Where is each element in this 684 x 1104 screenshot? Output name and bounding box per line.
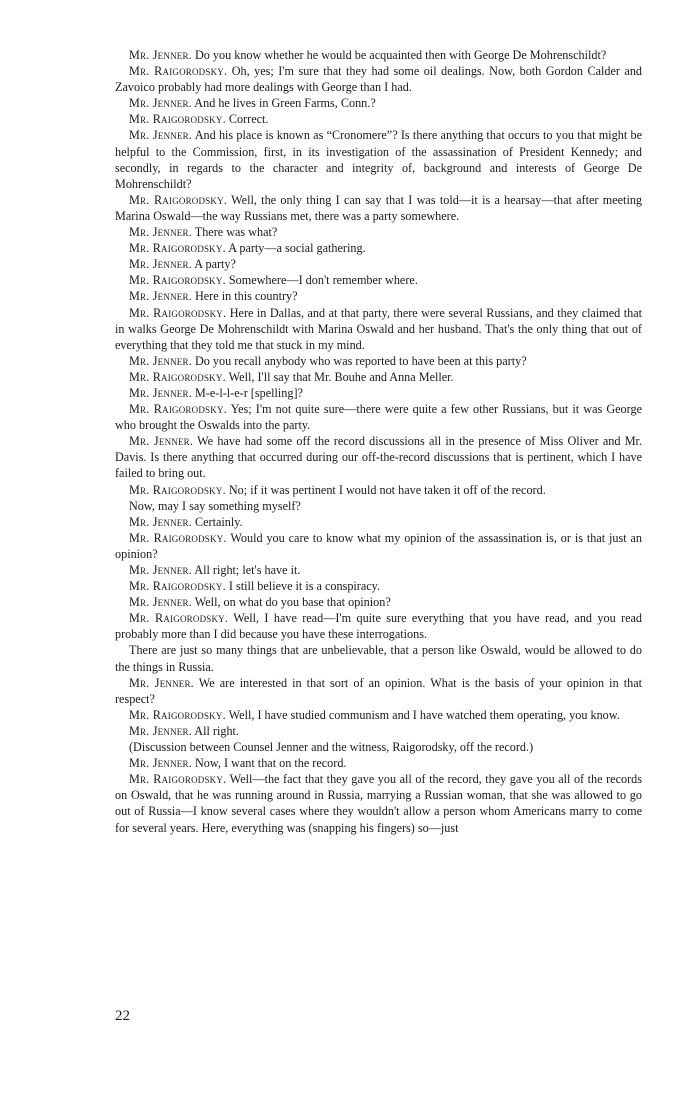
speaker-label: Mr. Jenner. xyxy=(129,723,192,738)
paragraph-text: And he lives in Green Farms, Conn.? xyxy=(194,96,376,111)
paragraph xyxy=(115,739,642,755)
speaker-label: Mr. Jenner. xyxy=(129,257,192,272)
speaker-label: Mr. Raigorodsky. xyxy=(129,579,226,594)
paragraph xyxy=(115,111,642,127)
speaker-label: Mr. Raigorodsky. xyxy=(129,273,226,288)
paragraph xyxy=(115,305,642,353)
speaker-label: Mr. Raigorodsky. xyxy=(129,611,229,626)
paragraph xyxy=(115,530,642,562)
speaker-label: Mr. Raigorodsky. xyxy=(129,241,226,256)
paragraph-text: Here in this country? xyxy=(194,289,298,304)
page-number: 22 xyxy=(115,1008,130,1024)
paragraph xyxy=(115,192,642,224)
speaker-label: Mr. Jenner. xyxy=(129,595,192,610)
paragraph-text: Do you know whether he would be acquainted then with George De Mohrenschildt? xyxy=(194,48,607,62)
speaker-label: Mr. Raigorodsky. xyxy=(129,112,226,127)
paragraph xyxy=(115,95,642,111)
paragraph-text: Well, I have read—I'm quite sure everything that you have read, and you read probably more than I did because you have these interrogations. xyxy=(115,611,643,642)
speaker-label: Mr. Jenner. xyxy=(129,96,192,111)
paragraph xyxy=(115,47,642,63)
speaker-label: Mr. Raigorodsky. xyxy=(129,530,227,545)
paragraph-text: Well, on what do you base that opinion? xyxy=(194,595,391,610)
speaker-label: Mr. Jenner. xyxy=(129,385,192,400)
paragraph-text: Well, I'll say that Mr. Bouhe and Anna Meller. xyxy=(228,369,454,384)
paragraph xyxy=(115,288,642,304)
paragraph xyxy=(115,256,642,272)
paragraph-text: No; if it was pertinent I would not have taken it off of the record. xyxy=(228,482,546,497)
paragraph-text: Oh, yes; I'm sure that they had some oil dealings. Now, both Gordon Calder and Zavoico probably had more dealings with George than I had. xyxy=(115,64,643,95)
speaker-label: Mr. Raigorodsky. xyxy=(129,772,227,787)
paragraph xyxy=(115,562,642,578)
paragraph xyxy=(115,723,642,739)
paragraph xyxy=(115,433,642,481)
paragraph xyxy=(115,127,642,191)
paragraph-text: Now, I want that on the record. xyxy=(194,756,347,771)
paragraph xyxy=(115,385,642,401)
paragraph-text: All right. xyxy=(194,723,239,738)
paragraph-text: Yes; I'm not quite sure—there were quite a few other Russians, but it was George who brought the Oswalds into the party. xyxy=(115,402,642,433)
speaker-label: Mr. Jenner. xyxy=(129,225,192,240)
speaker-label: Mr. Jenner. xyxy=(129,514,192,529)
paragraph-text: Correct. xyxy=(228,112,269,127)
paragraph xyxy=(115,272,642,288)
speaker-label: Mr. Jenner. xyxy=(129,563,192,577)
paragraph-text: We are interested in that sort of an opinion. What is the basis of your opinion in that respect? xyxy=(115,675,642,706)
paragraph xyxy=(115,578,642,594)
speaker-label: Mr. Jenner. xyxy=(129,756,192,771)
speaker-label: Mr. Jenner. xyxy=(129,48,192,62)
paragraph xyxy=(115,353,642,369)
paragraph xyxy=(115,771,642,835)
paragraph-text: Somewhere—I don't remember where. xyxy=(228,273,418,288)
speaker-label: Mr. Jenner. xyxy=(129,128,193,143)
paragraph-text: Well, I have studied communism and I have watched them operating, you know. xyxy=(228,707,620,722)
speaker-label: Mr. Raigorodsky. xyxy=(129,64,228,79)
paragraph xyxy=(115,707,642,723)
paragraph xyxy=(115,369,642,385)
speaker-label: Mr. Raigorodsky. xyxy=(129,707,226,722)
paragraph xyxy=(115,63,642,95)
paragraph xyxy=(115,482,642,498)
paragraph xyxy=(115,401,642,433)
paragraph-text: There are just so many things that are unbelievable, that a person like Oswald, would be allowed to do the things in Russia. xyxy=(115,643,642,674)
paragraph-text: We have had some off the record discussions all in the presence of Miss Oliver and Mr. Davis. Is there anything that occurred during our off-the-record discussions that is pertinent, which I have failed to bring out. xyxy=(115,434,642,481)
speaker-label: Mr. Raigorodsky. xyxy=(129,402,227,417)
paragraph-text: Certainly. xyxy=(194,514,243,529)
paragraph xyxy=(115,675,642,707)
paragraph-text: Here in Dallas, and at that party, there were several Russians, and they claimed that in walks George De Mohrenschildt with Marina Oswald and her husband. That's the only thing that out of everything that they told me that stuck in my mind. xyxy=(115,305,643,352)
paragraph-text: Well—the fact that they gave you all of the record, they gave you all of the records on Oswald, that he was running around in Russia, marrying a Russian woman, that she was allowed to go out of Russia—I know several cases where they wouldn't allow a person whom Americans marry to come for several years. Here, everything was (snapping his fingers) so—just xyxy=(115,772,642,835)
paragraph-text: Do you recall anybody who was reported to have been at this party? xyxy=(194,353,527,368)
paragraph-text: A party—a social gathering. xyxy=(228,241,366,256)
speaker-label: Mr. Raigorodsky. xyxy=(129,369,226,384)
speaker-label: Mr. Jenner. xyxy=(129,353,192,368)
speaker-label: Mr. Jenner. xyxy=(129,289,192,304)
speaker-label: Mr. Jenner. xyxy=(129,434,194,449)
paragraph xyxy=(115,642,642,674)
paragraph-text: Well, the only thing I can say that I was told—it is a hearsay—that after meeting Marina Oswald—the way Russians met, there was a party somewhere. xyxy=(115,192,643,223)
paragraph xyxy=(115,594,642,610)
speaker-label: Mr. Raigorodsky. xyxy=(129,482,226,497)
paragraph-text: There was what? xyxy=(194,225,278,240)
paragraph xyxy=(115,498,642,514)
paragraph-text: And his place is known as “Cronomere”? Is there anything that occurs to you that might be helpful to the Commission, first, in its investigation of the assassination of President Kennedy; and secondly, in regards to the character and integrity of, background and interests of George De Mohrenschildt? xyxy=(115,128,642,191)
paragraph-text: A party? xyxy=(194,257,236,272)
speaker-label: Mr. Raigorodsky. xyxy=(129,305,227,320)
paragraph-text: All right; let's have it. xyxy=(194,563,301,577)
paragraph-text: I still believe it is a conspiracy. xyxy=(228,579,381,594)
paragraph xyxy=(115,514,642,530)
paragraph xyxy=(115,224,642,240)
paragraph xyxy=(115,755,642,771)
paragraph-text: (Discussion between Counsel Jenner and the witness, Raigorodsky, off the record.) xyxy=(129,740,534,755)
speaker-label: Mr. Jenner. xyxy=(129,675,194,690)
paragraph xyxy=(115,610,642,642)
speaker-label: Mr. Raigorodsky. xyxy=(129,192,228,207)
transcript-body xyxy=(115,47,642,836)
paragraph-text: Now, may I say something myself? xyxy=(129,498,301,513)
paragraph xyxy=(115,240,642,256)
paragraph-text: Would you care to know what my opinion of the assassination is, or is that just an opinion? xyxy=(115,530,643,561)
paragraph-text: M-e-l-l-e-r [spelling]? xyxy=(194,385,303,400)
